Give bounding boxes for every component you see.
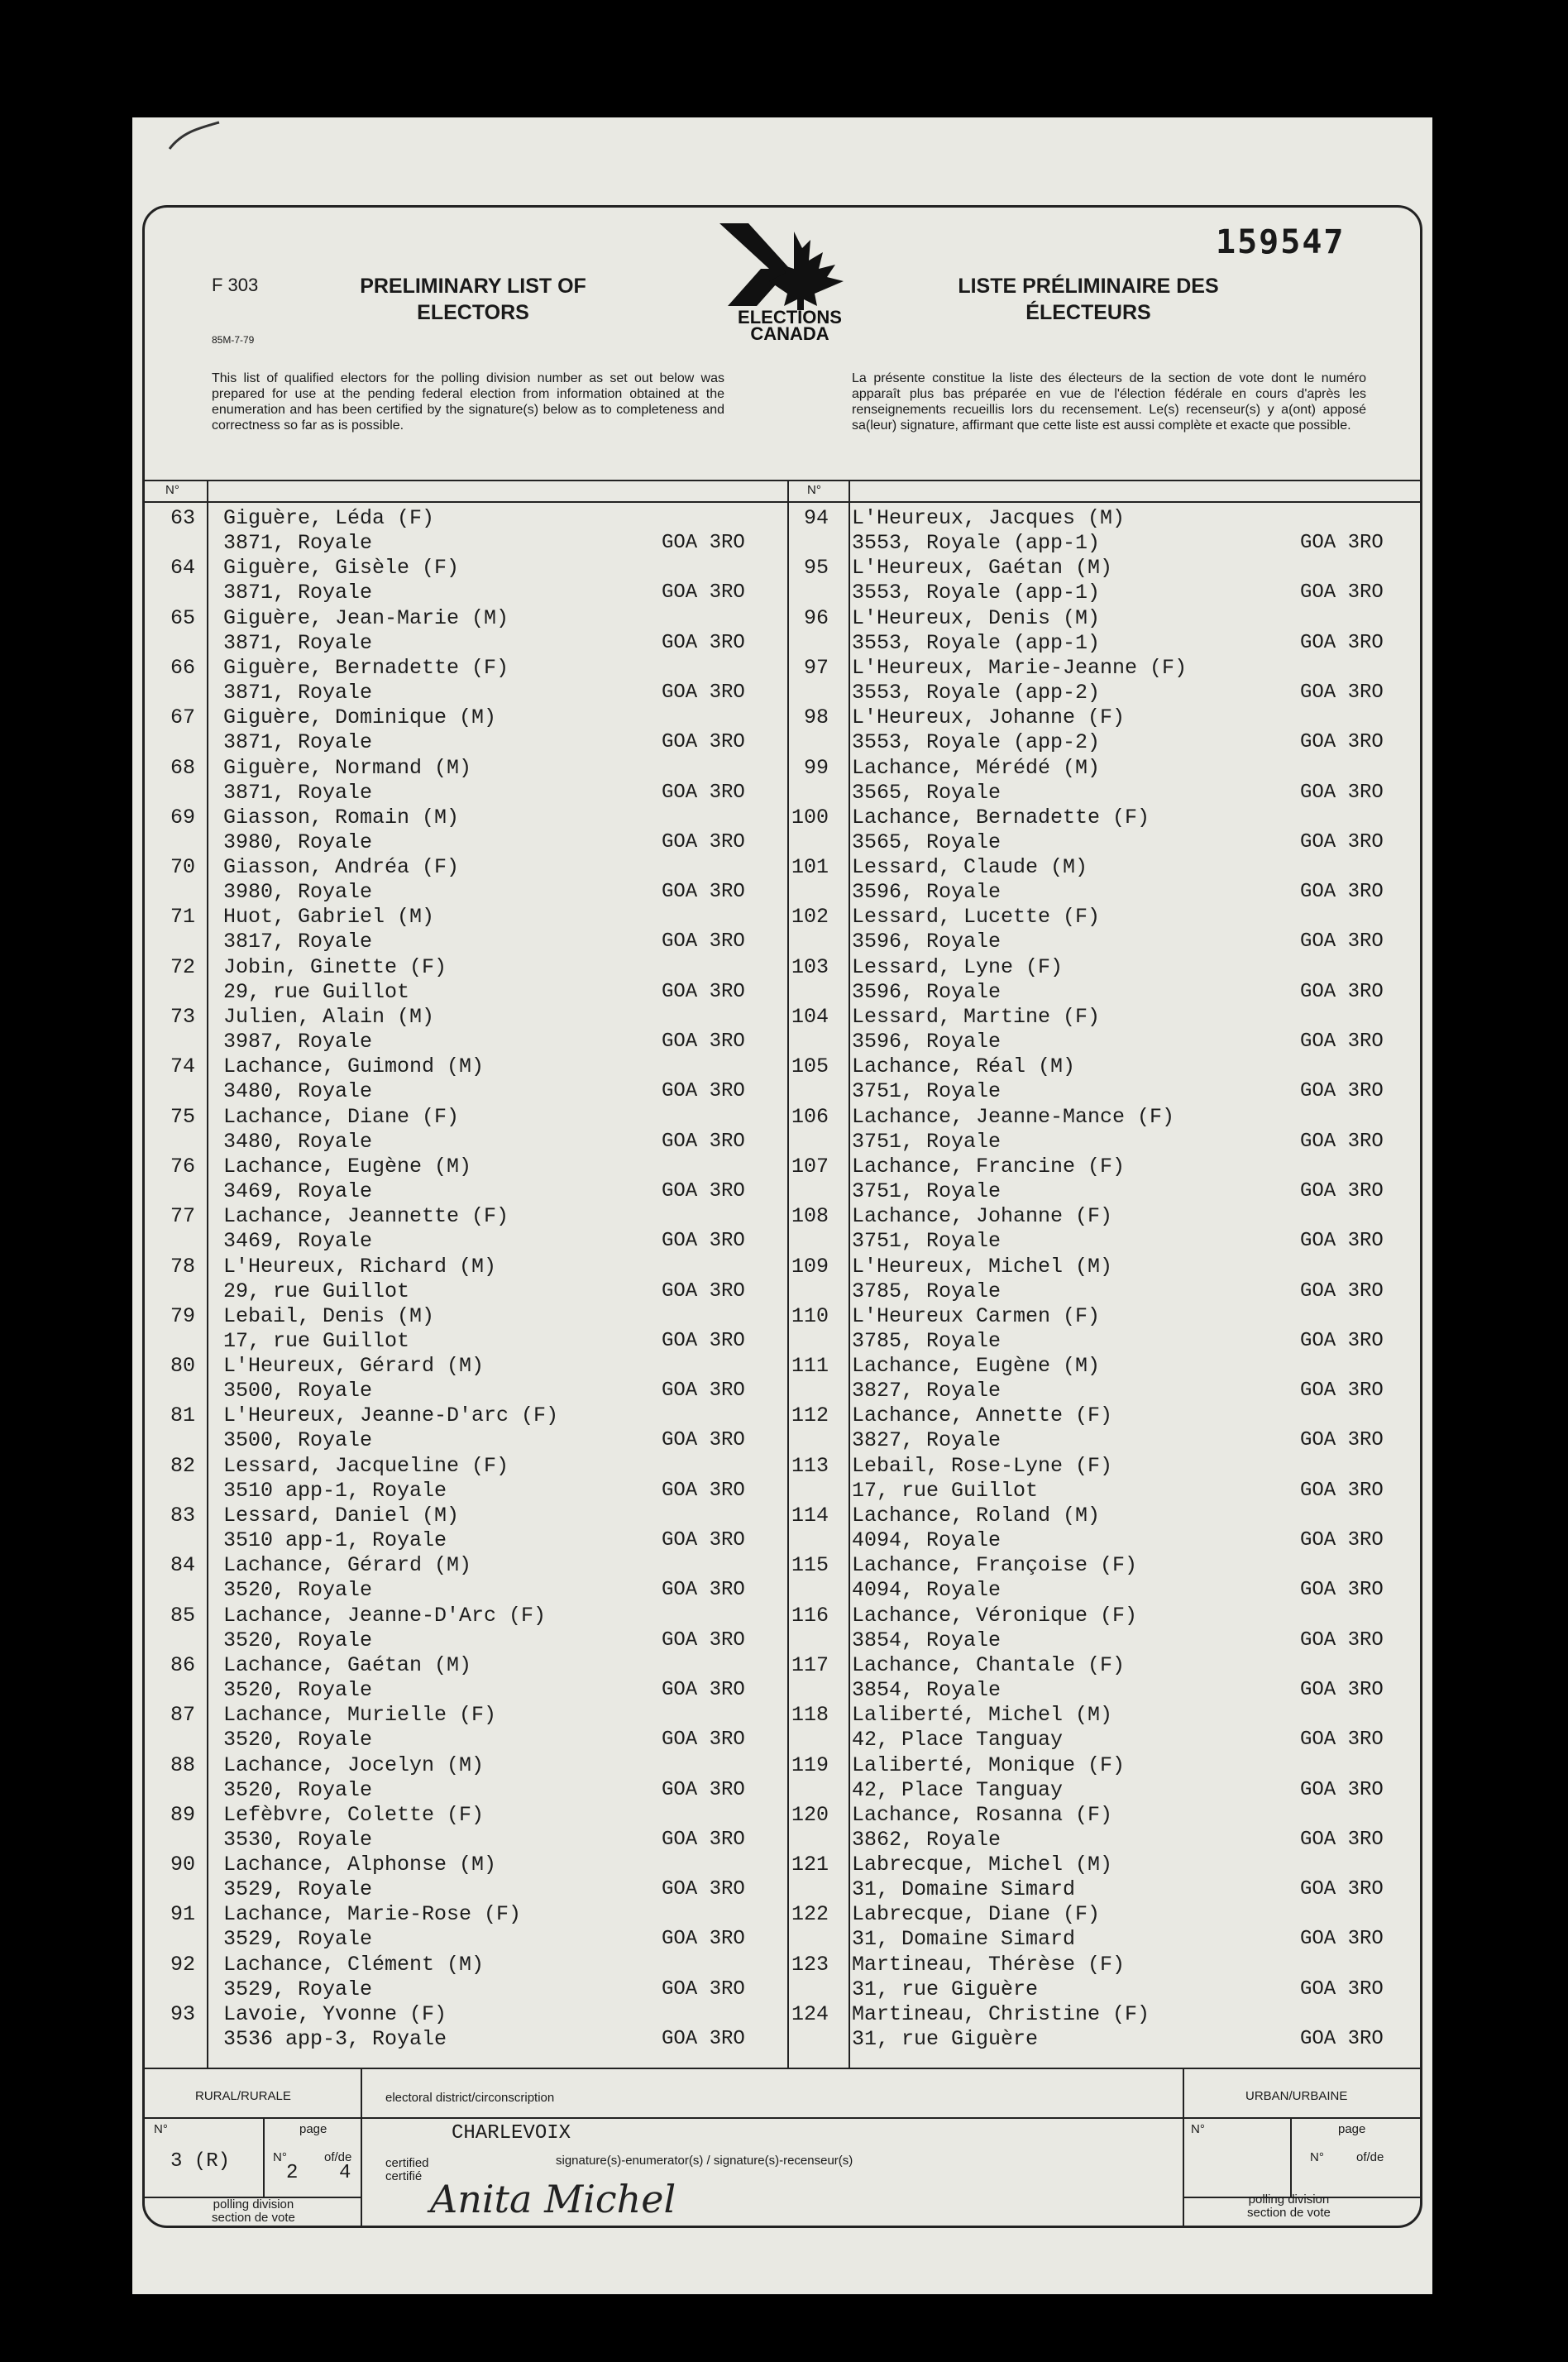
elector-address: 3751, Royale [852, 1079, 1002, 1104]
elector-address: 3785, Royale [852, 1328, 1002, 1353]
elector-address: 3553, Royale (app-2) [852, 680, 1101, 705]
elector-name: Lessard, Lyne (F) [852, 954, 1064, 979]
elector-address: 29, rue Guillot [223, 1279, 410, 1303]
elector-address: 3854, Royale [852, 1677, 1002, 1702]
elector-name: L'Heureux, Johanne (F) [852, 705, 1126, 730]
elector-name: Giasson, Andréa (F) [223, 855, 460, 880]
elector-number: 111 [791, 1354, 829, 1379]
elector-number: 70 [170, 855, 195, 880]
elector-name: Lachance, Jeanne-Mance (F) [852, 1104, 1175, 1129]
elector-number: 93 [170, 2002, 195, 2026]
elector-number: 104 [791, 1005, 829, 1029]
rural-no-label: N° [154, 2122, 168, 2136]
signature-label: signature(s)-enumerator(s) / signature(s)-recenseur(s) [556, 2154, 853, 2168]
elector-postal-code: GOA 3RO [662, 930, 745, 954]
elector-number: 71 [170, 905, 195, 930]
elector-postal-code: GOA 3RO [662, 1179, 745, 1203]
elector-name: Giguère, Gisèle (F) [223, 556, 460, 581]
elector-address: 3871, Royale [223, 581, 373, 605]
elector-postal-code: GOA 3RO [1300, 1479, 1384, 1502]
elector-postal-code: GOA 3RO [662, 1977, 745, 2001]
elector-number: 121 [791, 1853, 829, 1877]
elector-address: 3980, Royale [223, 880, 373, 905]
elector-postal-code: GOA 3RO [1300, 681, 1384, 704]
elector-number: 90 [170, 1853, 195, 1877]
elector-address: 3751, Royale [852, 1129, 1002, 1154]
elector-name: Labrecque, Diane (F) [852, 1902, 1101, 1927]
elector-number: 115 [791, 1553, 829, 1578]
elector-number: 95 [803, 556, 829, 581]
elector-name: Lachance, Jeanne-D'Arc (F) [223, 1603, 547, 1628]
form-number: F 303 [212, 275, 259, 295]
enumerator-signature: Anita Michel [430, 2177, 676, 2221]
elector-name: Lachance, Roland (M) [852, 1504, 1101, 1528]
page-total: 4 [339, 2162, 351, 2184]
elector-postal-code: GOA 3RO [662, 1329, 745, 1352]
elector-address: 3751, Royale [852, 1229, 1002, 1254]
elector-address: 3469, Royale [223, 1229, 373, 1254]
elector-postal-code: GOA 3RO [662, 1529, 745, 1552]
col-no-right: N° [807, 483, 821, 497]
elector-address: 3751, Royale [852, 1179, 1002, 1203]
elector-number: 69 [170, 805, 195, 830]
elector-name: Lachance, Véronique (F) [852, 1603, 1138, 1628]
elector-postal-code: GOA 3RO [1300, 1179, 1384, 1203]
footer-vrule-3 [263, 2117, 265, 2197]
elector-address: 3827, Royale [852, 1379, 1002, 1403]
elector-postal-code: GOA 3RO [1300, 1579, 1384, 1602]
elector-postal-code: GOA 3RO [662, 1279, 745, 1303]
elector-address: 42, Place Tanguay [852, 1728, 1064, 1752]
rural-of-label: of/de [324, 2150, 352, 2164]
elector-number: 100 [791, 805, 829, 830]
corner-pen-mark [165, 116, 223, 157]
col-no-left: N° [165, 483, 179, 497]
elector-number: 74 [170, 1054, 195, 1079]
elector-postal-code: GOA 3RO [1300, 1778, 1384, 1801]
elector-name: Martineau, Christine (F) [852, 2002, 1150, 2026]
elector-address: 3520, Royale [223, 1728, 373, 1752]
elector-postal-code: GOA 3RO [662, 731, 745, 754]
elector-postal-code: GOA 3RO [662, 1080, 745, 1103]
elector-address: 3565, Royale [852, 830, 1002, 854]
elector-name: Lachance, Marie-Rose (F) [223, 1902, 522, 1927]
urban-no-label: N° [1191, 2122, 1205, 2136]
elector-address: 3553, Royale (app-2) [852, 730, 1101, 755]
elector-name: Giguère, Jean-Marie (M) [223, 605, 509, 630]
elector-address: 3854, Royale [852, 1628, 1002, 1652]
elector-address: 3536 app-3, Royale [223, 2027, 447, 2051]
elector-name: Lachance, Guimond (M) [223, 1054, 485, 1079]
division-number: 3 (R) [170, 2150, 231, 2173]
elector-number: 123 [791, 1952, 829, 1977]
elector-postal-code: GOA 3RO [1300, 532, 1384, 554]
elector-number: 88 [170, 1752, 195, 1777]
elector-name: L'Heureux, Gérard (M) [223, 1354, 485, 1379]
footer-rule-1 [144, 2117, 1421, 2119]
page-number: 2 [286, 2162, 299, 2184]
elector-postal-code: GOA 3RO [1300, 1878, 1384, 1901]
left-number-rule [207, 480, 208, 2068]
elector-number: 66 [170, 655, 195, 680]
elector-name: Lachance, Jocelyn (M) [223, 1752, 485, 1777]
elector-name: Lachance, Chantale (F) [852, 1652, 1126, 1677]
elector-postal-code: GOA 3RO [662, 830, 745, 853]
elector-postal-code: GOA 3RO [1300, 1379, 1384, 1403]
elector-address: 3529, Royale [223, 1977, 373, 2001]
elector-address: 3510 app-1, Royale [223, 1478, 447, 1503]
elector-postal-code: GOA 3RO [662, 881, 745, 904]
elector-name: Lavoie, Yvonne (F) [223, 2002, 447, 2026]
elector-number: 81 [170, 1403, 195, 1428]
elector-postal-code: GOA 3RO [1300, 1828, 1384, 1851]
elector-address: 3520, Royale [223, 1578, 373, 1603]
elector-postal-code: GOA 3RO [1300, 830, 1384, 853]
elector-number: 107 [791, 1154, 829, 1179]
elections-canada-logo: ELECTIONS CANADA [711, 223, 868, 347]
elector-name: Lachance, Alphonse (M) [223, 1853, 497, 1877]
elector-postal-code: GOA 3RO [662, 631, 745, 654]
elector-address: 3827, Royale [852, 1428, 1002, 1453]
elector-number: 65 [170, 605, 195, 630]
elector-number: 113 [791, 1453, 829, 1478]
elector-postal-code: GOA 3RO [662, 1678, 745, 1701]
urban-polling-division-label: polling division section de vote [1247, 2192, 1331, 2220]
elector-name: Laliberté, Monique (F) [852, 1752, 1126, 1777]
elector-postal-code: GOA 3RO [1300, 1928, 1384, 1951]
elector-number: 91 [170, 1902, 195, 1927]
elector-name: L'Heureux, Marie-Jeanne (F) [852, 655, 1188, 680]
elector-postal-code: GOA 3RO [1300, 980, 1384, 1003]
elector-address: 3871, Royale [223, 780, 373, 805]
elector-number: 109 [791, 1254, 829, 1279]
elector-number: 73 [170, 1005, 195, 1029]
elector-postal-code: GOA 3RO [1300, 1080, 1384, 1103]
elector-name: Jobin, Ginette (F) [223, 954, 447, 979]
elector-name: Huot, Gabriel (M) [223, 905, 435, 930]
elector-address: 3529, Royale [223, 1877, 373, 1902]
elector-name: L'Heureux, Jacques (M) [852, 506, 1126, 530]
elector-name: Lachance, Bernadette (F) [852, 805, 1150, 830]
district-label: electoral district/circonscription [385, 2091, 555, 2105]
elector-name: Julien, Alain (M) [223, 1005, 435, 1029]
elector-name: Lessard, Claude (M) [852, 855, 1088, 880]
elector-number: 110 [791, 1303, 829, 1328]
elector-postal-code: GOA 3RO [1300, 930, 1384, 954]
polling-division-label: polling division section de vote [212, 2197, 295, 2225]
elector-name: Giguère, Normand (M) [223, 755, 472, 780]
elector-name: L'Heureux, Michel (M) [852, 1254, 1113, 1279]
elector-number: 102 [791, 905, 829, 930]
elector-number: 94 [803, 506, 829, 530]
print-code: 85M-7-79 [212, 334, 255, 346]
table-bottom-rule [144, 2068, 1421, 2069]
elector-name: Lessard, Martine (F) [852, 1005, 1101, 1029]
elector-name: Lachance, Clément (M) [223, 1952, 485, 1977]
elector-address: 4094, Royale [852, 1528, 1002, 1552]
elector-postal-code: GOA 3RO [1300, 1529, 1384, 1552]
elector-number: 78 [170, 1254, 195, 1279]
elector-number: 63 [170, 506, 195, 530]
elector-postal-code: GOA 3RO [662, 1828, 745, 1851]
elector-number: 67 [170, 705, 195, 730]
elector-postal-code: GOA 3RO [662, 1778, 745, 1801]
elector-postal-code: GOA 3RO [662, 1628, 745, 1652]
elector-address: 31, Domaine Simard [852, 1877, 1076, 1902]
elector-address: 42, Place Tanguay [852, 1777, 1064, 1802]
elector-number: 82 [170, 1453, 195, 1478]
elector-name: Lachance, Eugène (M) [223, 1154, 472, 1179]
elector-number: 108 [791, 1204, 829, 1229]
elector-name: Laliberté, Michel (M) [852, 1703, 1113, 1728]
elector-address: 31, rue Giguère [852, 2027, 1039, 2051]
elector-postal-code: GOA 3RO [662, 532, 745, 554]
elector-address: 3553, Royale (app-1) [852, 630, 1101, 655]
elector-number: 112 [791, 1403, 829, 1428]
elector-postal-code: GOA 3RO [1300, 1279, 1384, 1303]
elector-number: 80 [170, 1354, 195, 1379]
elector-postal-code: GOA 3RO [1300, 1628, 1384, 1652]
elector-name: Lachance, Francine (F) [852, 1154, 1126, 1179]
elector-number: 120 [791, 1802, 829, 1827]
elector-name: Lessard, Jacqueline (F) [223, 1453, 509, 1478]
elector-number: 72 [170, 954, 195, 979]
elector-name: Giguère, Léda (F) [223, 506, 435, 530]
elector-name: Lachance, Annette (F) [852, 1403, 1113, 1428]
elector-address: 3480, Royale [223, 1079, 373, 1104]
elector-name: L'Heureux, Gaétan (M) [852, 556, 1113, 581]
elector-name: Lachance, Réal (M) [852, 1054, 1076, 1079]
elector-name: Lachance, Diane (F) [223, 1104, 460, 1129]
urban-page-label: page [1338, 2122, 1366, 2136]
elector-number: 92 [170, 1952, 195, 1977]
elector-address: 3596, Royale [852, 930, 1002, 954]
elector-number: 117 [791, 1652, 829, 1677]
footer-vrule-4 [1290, 2117, 1292, 2197]
elector-postal-code: GOA 3RO [1300, 581, 1384, 605]
elector-postal-code: GOA 3RO [662, 1230, 745, 1253]
urban-label: URBAN/URBAINE [1245, 2089, 1348, 2103]
elector-name: Lebail, Rose-Lyne (F) [852, 1453, 1113, 1478]
elector-number: 106 [791, 1104, 829, 1129]
table-header-rule [144, 501, 1421, 503]
elector-postal-code: GOA 3RO [1300, 1130, 1384, 1153]
elector-postal-code: GOA 3RO [662, 581, 745, 605]
elector-address: 3553, Royale (app-1) [852, 531, 1101, 555]
intro-english: This list of qualified electors for the polling division number as set out below was prepared for use at the pending federal election from information obtained at the enumeration and has been certified by the signature(s) below as to completeness and correctness so far as is possible. [212, 371, 724, 433]
elector-postal-code: GOA 3RO [1300, 781, 1384, 804]
elector-name: Lachance, Johanne (F) [852, 1204, 1113, 1229]
elector-number: 97 [803, 655, 829, 680]
elector-name: Lessard, Daniel (M) [223, 1504, 460, 1528]
elector-postal-code: GOA 3RO [1300, 1429, 1384, 1452]
elector-number: 85 [170, 1603, 195, 1628]
elector-number: 83 [170, 1504, 195, 1528]
elector-number: 119 [791, 1752, 829, 1777]
elector-address: 3529, Royale [223, 1927, 373, 1952]
elector-number: 68 [170, 755, 195, 780]
elector-number: 99 [803, 755, 829, 780]
elector-name: Martineau, Thérèse (F) [852, 1952, 1126, 1977]
elector-number: 103 [791, 954, 829, 979]
elector-postal-code: GOA 3RO [662, 1728, 745, 1752]
elector-number: 122 [791, 1902, 829, 1927]
elector-address: 3510 app-1, Royale [223, 1528, 447, 1552]
elector-postal-code: GOA 3RO [1300, 1728, 1384, 1752]
elector-address: 3596, Royale [852, 880, 1002, 905]
elector-number: 114 [791, 1504, 829, 1528]
elector-number: 87 [170, 1703, 195, 1728]
elector-postal-code: GOA 3RO [662, 1579, 745, 1602]
elector-name: L'Heureux, Denis (M) [852, 605, 1101, 630]
intro-french: La présente constitue la liste des électeurs de la section de vote dont le numéro apparaît plus bas préparée en vue de l'élection fédérale en cours d'après les renseignements recueillis lors du recensement. Le(s) recenseur(s) y a(ont) apposé sa(leur) signature, affirmant que cette liste est aussi complète et exacte que possible. [852, 371, 1366, 433]
rural-no-short-label: N° [273, 2150, 287, 2164]
table-top-rule [144, 480, 1421, 481]
elector-address: 31, rue Giguère [852, 1977, 1039, 2001]
elector-postal-code: GOA 3RO [1300, 1678, 1384, 1701]
elector-address: 3500, Royale [223, 1428, 373, 1453]
elector-postal-code: GOA 3RO [662, 681, 745, 704]
elector-number: 101 [791, 855, 829, 880]
elector-address: 3871, Royale [223, 730, 373, 755]
footer-vrule-2 [1183, 2068, 1184, 2226]
elector-address: 3871, Royale [223, 680, 373, 705]
elector-name: Giguère, Bernadette (F) [223, 655, 509, 680]
elector-address: 3500, Royale [223, 1379, 373, 1403]
elector-name: Lachance, Eugène (M) [852, 1354, 1101, 1379]
elector-name: L'Heureux, Richard (M) [223, 1254, 497, 1279]
elector-postal-code: GOA 3RO [1300, 631, 1384, 654]
elector-number: 96 [803, 605, 829, 630]
elector-number: 76 [170, 1154, 195, 1179]
elector-name: Lachance, Gaétan (M) [223, 1652, 472, 1677]
elector-name: Giasson, Romain (M) [223, 805, 460, 830]
elector-number: 98 [803, 705, 829, 730]
elector-address: 3596, Royale [852, 1030, 1002, 1054]
elector-number: 124 [791, 2002, 829, 2026]
elector-name: L'Heureux, Jeanne-D'arc (F) [223, 1403, 559, 1428]
rural-label: RURAL/RURALE [195, 2089, 291, 2103]
elector-name: Lachance, Mérédé (M) [852, 755, 1101, 780]
elector-name: Lachance, Murielle (F) [223, 1703, 497, 1728]
urban-no-short-label: N° [1310, 2150, 1324, 2164]
title-french: LISTE PRÉLIMINAIRE DES ÉLECTEURS [958, 275, 1219, 324]
elector-postal-code: GOA 3RO [1300, 1329, 1384, 1352]
elector-address: 31, Domaine Simard [852, 1927, 1076, 1952]
elector-address: 3871, Royale [223, 531, 373, 555]
elector-address: 3520, Royale [223, 1677, 373, 1702]
elector-address: 3862, Royale [852, 1827, 1002, 1852]
elector-name: Lefèbvre, Colette (F) [223, 1802, 485, 1827]
elector-address: 17, rue Guillot [223, 1328, 410, 1353]
elector-postal-code: GOA 3RO [662, 1130, 745, 1153]
elector-address: 3520, Royale [223, 1777, 373, 1802]
elector-address: 3469, Royale [223, 1179, 373, 1203]
center-rule-b [849, 480, 850, 2068]
elector-number: 84 [170, 1553, 195, 1578]
elector-postal-code: GOA 3RO [662, 980, 745, 1003]
title-english: PRELIMINARY LIST OF ELECTORS [360, 275, 586, 324]
elector-postal-code: GOA 3RO [662, 1030, 745, 1053]
elector-address: 29, rue Guillot [223, 979, 410, 1004]
certified-label: certified certifié [385, 2156, 429, 2183]
elector-postal-code: GOA 3RO [662, 1479, 745, 1502]
elector-postal-code: GOA 3RO [1300, 1030, 1384, 1053]
elector-address: 17, rue Guillot [852, 1478, 1039, 1503]
elector-number: 89 [170, 1802, 195, 1827]
elector-address: 4094, Royale [852, 1578, 1002, 1603]
elector-address: 3596, Royale [852, 979, 1002, 1004]
elector-address: 3520, Royale [223, 1628, 373, 1652]
rural-page-label: page [299, 2122, 327, 2136]
elector-name: L'Heureux Carmen (F) [852, 1303, 1101, 1328]
elector-postal-code: GOA 3RO [1300, 2028, 1384, 2050]
elector-name: Lebail, Denis (M) [223, 1303, 435, 1328]
elector-postal-code: GOA 3RO [1300, 731, 1384, 754]
elector-name: Lachance, Gérard (M) [223, 1553, 472, 1578]
elector-address: 3785, Royale [852, 1279, 1002, 1303]
elector-name: Lachance, Françoise (F) [852, 1553, 1138, 1578]
elector-postal-code: GOA 3RO [1300, 881, 1384, 904]
elector-name: Giguère, Dominique (M) [223, 705, 497, 730]
elector-address: 3553, Royale (app-1) [852, 581, 1101, 605]
elector-name: Lachance, Rosanna (F) [852, 1802, 1113, 1827]
elector-name: Lachance, Jeannette (F) [223, 1204, 509, 1229]
elector-name: Lessard, Lucette (F) [852, 905, 1101, 930]
elector-postal-code: GOA 3RO [662, 1928, 745, 1951]
elector-address: 3817, Royale [223, 930, 373, 954]
serial-number: 159547 [1216, 223, 1346, 261]
elector-address: 3980, Royale [223, 830, 373, 854]
elector-address: 3530, Royale [223, 1827, 373, 1852]
elector-number: 116 [791, 1603, 829, 1628]
elector-address: 3480, Royale [223, 1129, 373, 1154]
elector-name: Labrecque, Michel (M) [852, 1853, 1113, 1877]
elector-number: 77 [170, 1204, 195, 1229]
elector-number: 105 [791, 1054, 829, 1079]
elector-postal-code: GOA 3RO [1300, 1977, 1384, 2001]
elector-number: 64 [170, 556, 195, 581]
elector-number: 86 [170, 1652, 195, 1677]
elector-number: 75 [170, 1104, 195, 1129]
elector-postal-code: GOA 3RO [662, 2028, 745, 2050]
elector-postal-code: GOA 3RO [662, 1878, 745, 1901]
elector-postal-code: GOA 3RO [662, 1379, 745, 1403]
elector-postal-code: GOA 3RO [1300, 1230, 1384, 1253]
elector-address: 3871, Royale [223, 630, 373, 655]
elector-address: 3987, Royale [223, 1030, 373, 1054]
elector-postal-code: GOA 3RO [662, 781, 745, 804]
district-value: CHARLEVOIX [452, 2122, 571, 2144]
footer-vrule-1 [361, 2068, 362, 2226]
elector-address: 3565, Royale [852, 780, 1002, 805]
urban-of-label: of/de [1356, 2150, 1384, 2164]
elector-number: 79 [170, 1303, 195, 1328]
elector-postal-code: GOA 3RO [662, 1429, 745, 1452]
elector-number: 118 [791, 1703, 829, 1728]
